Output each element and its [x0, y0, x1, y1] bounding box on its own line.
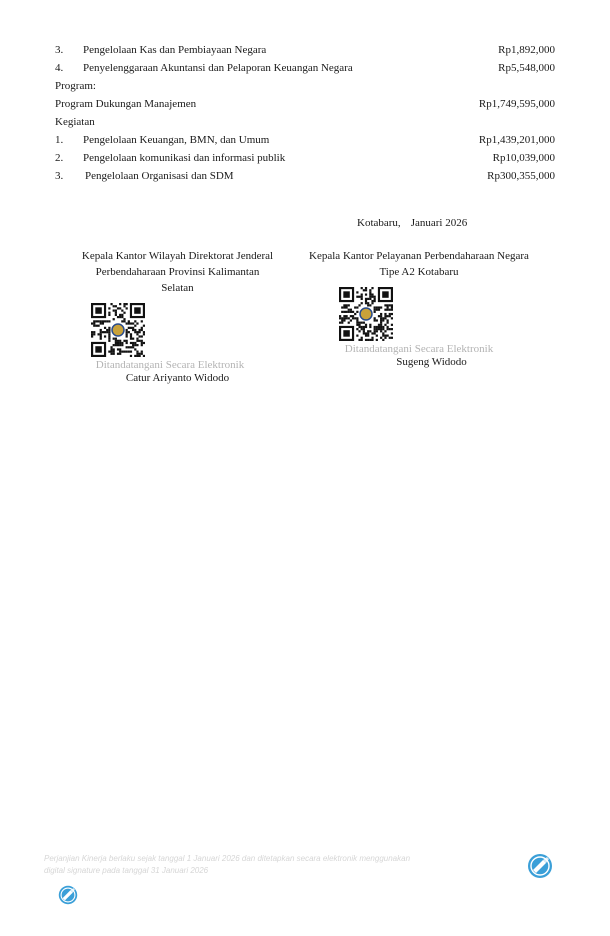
kegiatan-heading-label: Kegiatan — [55, 116, 95, 128]
footer-line: Perjanjian Kinerja berlaku sejak tanggal 1 Januari 2026 dan ditetapkan secara elektronik menggunakan — [44, 854, 411, 863]
footer-line: digital signature pada tanggal 31 Januari 2026 — [44, 866, 209, 875]
right-signatory-title — [290, 248, 548, 280]
list-item — [55, 151, 555, 166]
qr-code-icon — [339, 287, 393, 341]
list-item — [55, 61, 555, 76]
esign-label: Ditandatangani Secara Elektronik — [95, 359, 245, 371]
item-amount: Rp5,548,000 — [498, 62, 555, 74]
title-line: Kepala Kantor Wilayah Direktorat Jenderal — [81, 250, 274, 262]
item-number: 1. — [55, 134, 64, 146]
list-item — [55, 169, 555, 184]
program-row — [55, 97, 555, 112]
item-label: Pengelolaan komunikasi dan informasi publik — [83, 152, 286, 164]
title-line: Perbendaharaan Provinsi Kalimantan — [95, 266, 260, 278]
program-heading — [55, 79, 555, 94]
item-label: Pengelolaan Kas dan Pembiayaan Negara — [83, 44, 267, 56]
program-amount: Rp1,749,595,000 — [478, 98, 555, 110]
item-label: Pengelolaan Keuangan, BMN, dan Umum — [83, 134, 270, 146]
title-line: Selatan — [161, 282, 194, 294]
item-number: 2. — [55, 152, 64, 164]
qr-code-icon — [91, 303, 145, 357]
esign-label: Ditandatangani Secara Elektronik — [344, 343, 494, 355]
place-label: Kotabaru, — [357, 217, 401, 229]
list-item — [55, 43, 555, 58]
esakip-logo-icon — [527, 853, 553, 882]
item-number: 3. — [55, 44, 64, 56]
item-label: Pengelolaan Organisasi dan SDM — [85, 170, 234, 182]
item-amount: Rp10,039,000 — [492, 152, 555, 164]
item-label: Penyelenggaraan Akuntansi dan Pelaporan Keuangan Negara — [83, 62, 353, 74]
esakip-logo-icon — [58, 885, 78, 908]
title-line: Kepala Kantor Pelayanan Perbendaharaan Negara — [309, 250, 529, 262]
program-label: Program Dukungan Manajemen — [55, 98, 197, 110]
signer-name: Sugeng Widodo — [396, 356, 467, 368]
signer-name: Catur Ariyanto Widodo — [125, 372, 230, 384]
list-item — [55, 133, 555, 148]
place-date — [357, 216, 467, 231]
item-number: 4. — [55, 62, 64, 74]
item-number: 3. — [55, 170, 64, 182]
item-amount: Rp1,439,201,000 — [478, 134, 555, 146]
item-amount: Rp300,355,000 — [487, 170, 555, 182]
kegiatan-heading — [55, 115, 555, 130]
left-signatory-title — [60, 248, 295, 296]
date-label: Januari 2026 — [410, 217, 468, 229]
program-heading-label: Program: — [55, 80, 96, 92]
footer-note — [44, 853, 514, 877]
item-amount: Rp1,892,000 — [498, 44, 555, 56]
title-line: Tipe A2 Kotabaru — [379, 266, 459, 278]
